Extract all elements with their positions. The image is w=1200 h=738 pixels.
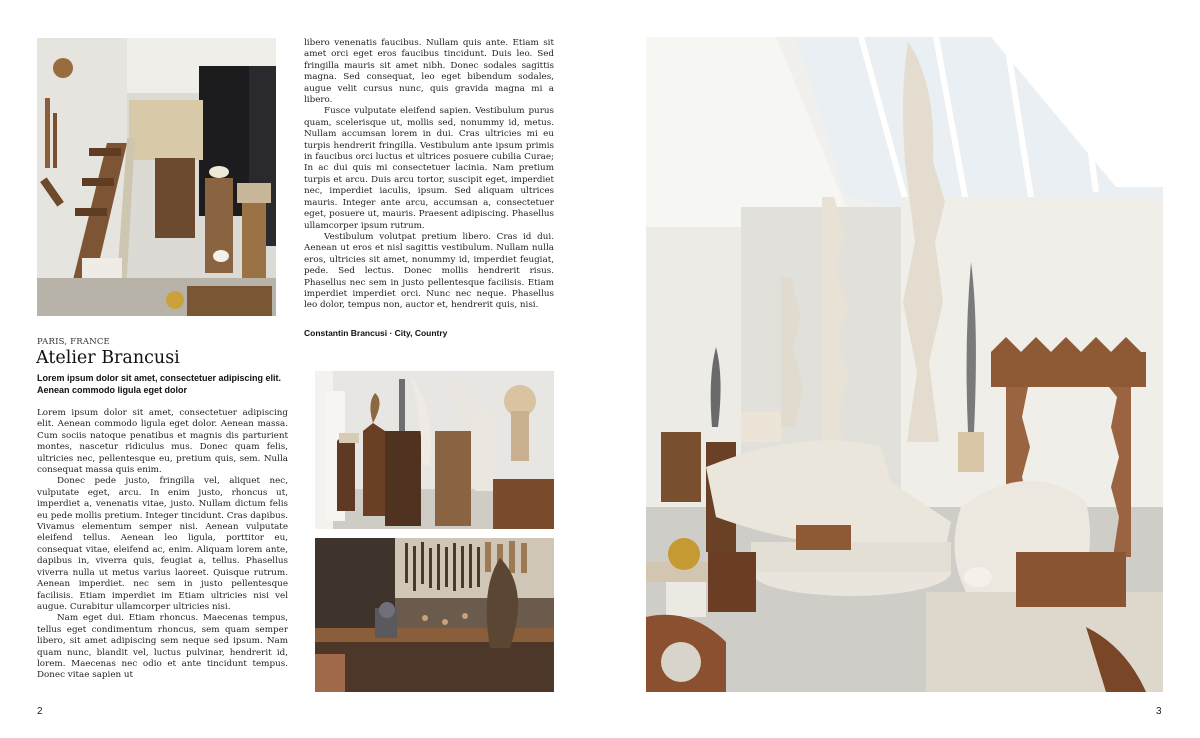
body-paragraph: Vestibulum volutpat pretium libero. Cras id dui. Aenean ut eros et nisl sagittis vestibulum. Nullam nulla eros, ultricies sit amet, nonummy id, imperdiet feugiat, pede. Sed lectus. Donec mollis hendrerit risus. Phasellus nec sem in justo pellentesque facilisis. Etiam imperdiet imperdiet orci. Nunc nec neque. Phasellus leo dolor, tempus non, auctor et, hendrerit quis, nisi. [304,231,554,311]
body-paragraph: Donec pede justo, fringilla vel, aliquet nec, vulputate eget, arcu. In enim justo, rhoncus ut, imperdiet a, venenatis vitae, justo. Nullam dictum felis eu pede mollis pretium. Integer tincidunt. Cras dapibus. Vivamus elementum semper nisi. Aenean vulputate eleifend tellus. Aenean leo ligula, porttitor eu, consequat vitae, eleifend ac, enim. Aliquam lorem ante, dapibus in, viverra quis, feugiat a, tellus. Phasellus viverra nulla ut metus varius laoreet. Quisque rutrum. Aenean imperdiet. nec sem in justo pellentesque facilisis. Etiam imperdiet im Etiam ultricies nisi vel augue. Curabitur ullamcorper ultricies nisi. [37,476,288,612]
atelier-hall-photo [646,37,1163,692]
sculptures-on-pedestals-photo [315,371,554,529]
body-column-left [37,408,288,682]
photo-credit: Constantin Brancusi · City, Country [304,328,448,338]
body-paragraph: libero venenatis faucibus. Nullam quis ante. Etiam sit amet orci eget eros faucibus tincidunt. Duis leo. Sed fringilla mauris sit amet nibh. Donec sodales sagittis magna. Sed consequat, leo eget bibendum sodales, augue velit cursus nunc, quis gravida magna mi a libero. [304,38,554,106]
article-title: Atelier Brancusi [36,348,180,368]
right-page [600,0,1200,738]
page-number-right: 3 [1156,706,1162,717]
body-paragraph: Fusce vulputate eleifend sapien. Vestibulum purus quam, scelerisque ut, mollis sed, nonummy id, metus. Nullam accumsan lorem in dui. Cras ultricies mi eu turpis hendrerit fringilla. Vestibulum ante ipsum primis in faucibus orci luctus et ultrices posuere cubilia Curae; In ac dui quis mi consectetuer lacinia. Nam pretium turpis et arcu. Duis arcu tortor, suscipit eget, imperdiet nec, imperdiet iaculis, ipsum. Sed aliquam ultrices mauris. Integer ante arcu, accumsan a, consectetuer eget, posuere ut, mauris. Praesent adipiscing. Phasellus ullamcorper ipsum rutrum. [304,106,554,231]
body-paragraph: Nam eget dui. Etiam rhoncus. Maecenas tempus, tellus eget condimentum rhoncus, sem quam semper libero, sit amet adipiscing sem neque sed ipsum. Nam quam nunc, blandit vel, luctus pulvinar, hendrerit id, lorem. Maecenas nec odio et ante tincidunt tempus. Donec vitae sapien ut [37,613,288,681]
workbench-tools-photo [315,538,554,692]
article-deck: Lorem ipsum dolor sit amet, consectetuer adipiscing elit. Aenean commodo ligula eget dolor [37,373,282,395]
studio-interior-photo [37,38,276,316]
body-column-right [304,38,554,312]
page-number-left: 2 [37,706,43,717]
body-paragraph: Lorem ipsum dolor sit amet, consectetuer adipiscing elit. Aenean commodo ligula eget dolor. Aenean massa. Cum sociis natoque penatibus et magnis dis parturient montes, nascetur ridiculus mus. Donec quam felis, ultricies nec, pellentesque eu, pretium quis, sem. Nulla consequat massa quis enim. [37,408,288,476]
location-eyebrow: PARIS, FRANCE [37,337,110,347]
